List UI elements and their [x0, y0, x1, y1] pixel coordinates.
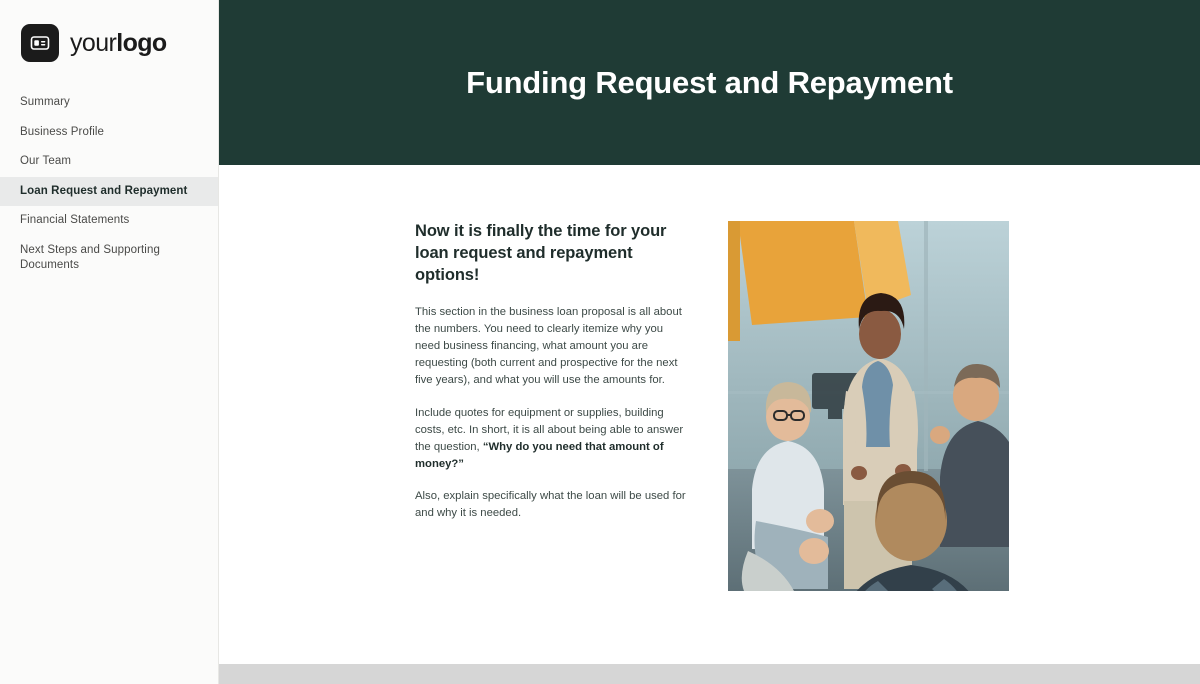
sidebar-item-our-team[interactable]: Our Team	[20, 155, 72, 168]
brand-name-light: your	[70, 28, 117, 57]
paragraph-2-quote: “Why do you need that amount of money?”	[415, 440, 664, 471]
page-banner	[219, 0, 1200, 165]
main-content	[219, 0, 1200, 684]
paragraph-2-lead: Include quotes for equipment or supplies, building costs, etc. In short, it is all about being able to answer the question,	[415, 406, 684, 453]
paragraph-3: Also, explain specifically what the loan will be used for and why it is needed.	[415, 490, 686, 520]
card-id-icon	[21, 24, 59, 62]
text-column	[415, 221, 690, 591]
sidebar	[0, 0, 219, 684]
photo-business-team-meeting	[728, 221, 1009, 591]
sidebar-item-loan-request-and-repayment[interactable]: Loan Request and Repayment	[0, 177, 218, 207]
sidebar-nav	[0, 88, 218, 281]
sidebar-item-next-steps-and-supporting-documents[interactable]: Next Steps and Supporting Documents	[20, 243, 160, 272]
sidebar-item-business-profile[interactable]: Business Profile	[20, 125, 105, 138]
content-area	[219, 165, 1200, 684]
sidebar-item-summary[interactable]: Summary	[20, 96, 70, 108]
paragraph-1: This section in the business loan proposal is all about the numbers. You need to clearly itemize why you need business financing, what amount you are requesting (both current and prospective for the next five years), and what you will use the amounts for.	[415, 305, 682, 387]
sidebar-item-financial-statements[interactable]: Financial Statements	[20, 214, 130, 227]
page-title: Funding Request and Repayment	[466, 64, 953, 100]
footer-strip	[219, 664, 1200, 684]
brand-name-bold: logo	[116, 28, 167, 57]
section-heading: Now it is finally the time for your loan request and repayment options!	[415, 222, 667, 284]
paragraph-2	[415, 405, 690, 474]
brand-logo[interactable]	[0, 0, 218, 62]
brand-name	[70, 29, 167, 58]
